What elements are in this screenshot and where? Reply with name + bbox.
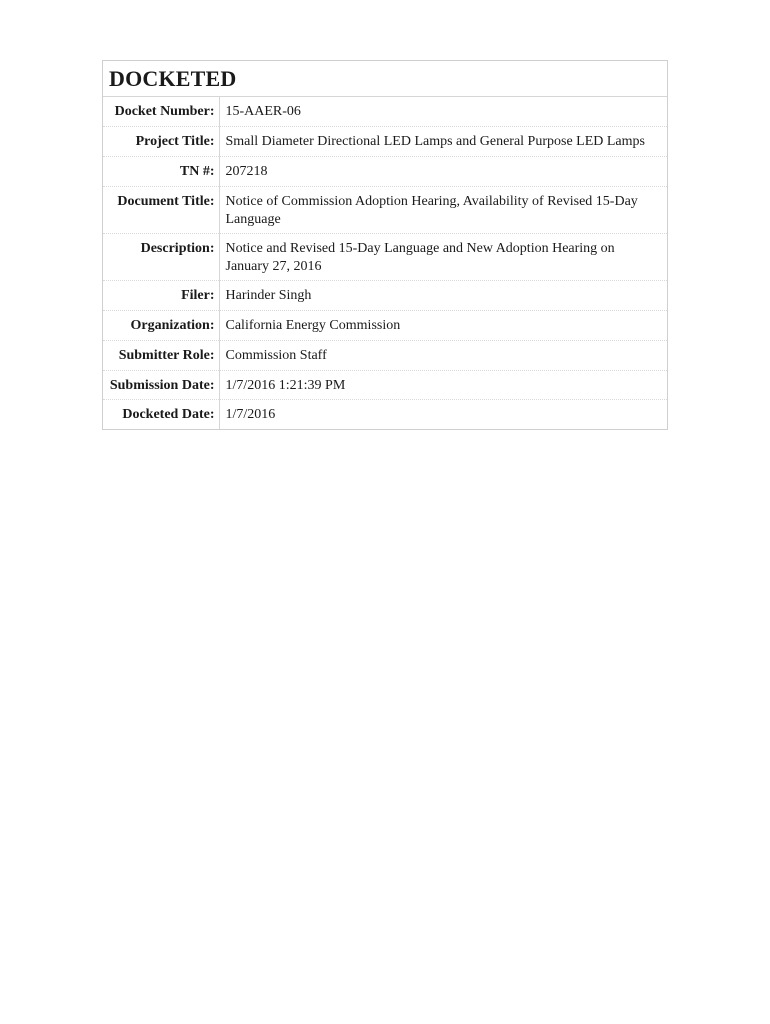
submission-date-row: [103, 371, 667, 400]
project-title-value: Small Diameter Directional LED Lamps and General Purpose LED Lamps: [219, 127, 667, 157]
docketed-date-label: Docketed Date:: [103, 400, 219, 430]
submitter-role-row: [103, 341, 667, 371]
filer-value: Harinder Singh: [219, 281, 667, 311]
docket-number-label: Docket Number:: [103, 97, 219, 127]
organization-value: California Energy Commission: [219, 311, 667, 341]
organization-row: [103, 311, 667, 341]
filer-label: Filer:: [103, 281, 219, 311]
tn-number-value: 207218: [219, 157, 667, 187]
submitter-role-label: Submitter Role:: [103, 341, 219, 371]
submission-date-value: 1/7/2016 1:21:39 PM: [219, 371, 667, 400]
description-value: Notice and Revised 15-Day Language and New Adoption Hearing on January 27, 2016: [219, 234, 667, 281]
submission-date-label: Submission Date:: [103, 371, 219, 400]
docketed-date-value: 1/7/2016: [219, 400, 667, 430]
docket-cover-sheet: [102, 60, 668, 430]
docketed-date-row: [103, 400, 667, 430]
tn-number-row: [103, 157, 667, 187]
submitter-role-value: Commission Staff: [219, 341, 667, 371]
docket-number-row: [103, 97, 667, 127]
document-title-label: Document Title:: [103, 187, 219, 234]
docketed-heading: DOCKETED: [103, 61, 667, 97]
project-title-label: Project Title:: [103, 127, 219, 157]
document-title-value: Notice of Commission Adoption Hearing, Availability of Revised 15-Day Language: [219, 187, 667, 234]
description-row: [103, 234, 667, 281]
description-label: Description:: [103, 234, 219, 281]
organization-label: Organization:: [103, 311, 219, 341]
document-title-row: [103, 187, 667, 234]
filer-row: [103, 281, 667, 311]
docket-info-table: [103, 97, 667, 429]
project-title-row: [103, 127, 667, 157]
tn-number-label: TN #:: [103, 157, 219, 187]
docket-number-value: 15-AAER-06: [225, 104, 301, 119]
